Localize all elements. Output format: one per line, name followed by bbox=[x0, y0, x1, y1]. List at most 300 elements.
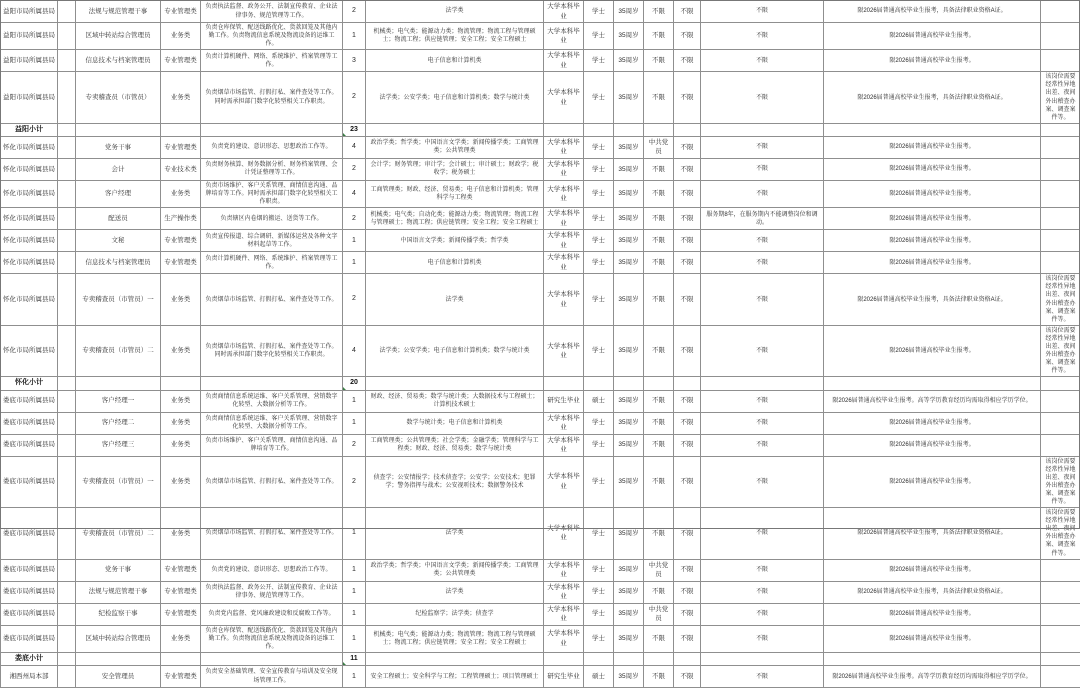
table-row bbox=[1, 180, 1080, 207]
table-cell: 专业管理类 bbox=[161, 50, 201, 72]
table-cell bbox=[1041, 603, 1080, 625]
table-cell: 限2026届普通高校毕业生报考，具备法律职业资格A证。 bbox=[824, 581, 1041, 603]
table-cell bbox=[824, 652, 1041, 665]
table-cell: 大学本科毕业 bbox=[544, 208, 584, 230]
table-cell: 学士 bbox=[584, 252, 614, 274]
table-cell: 35周岁 bbox=[614, 1, 644, 23]
table-cell: 服务期8年，在服务期内不能调整岗位和调动。 bbox=[701, 208, 824, 230]
table-cell: 负责烟草市场监管、打假打私、案件查处等工作。 bbox=[201, 274, 343, 326]
table-cell: 学士 bbox=[584, 434, 614, 456]
table-cell: 怀化小计 bbox=[1, 377, 58, 390]
table-cell: 大学本科毕业 bbox=[544, 1, 584, 23]
table-cell: 学士 bbox=[584, 625, 614, 652]
table-cell bbox=[1041, 581, 1080, 603]
table-cell: 客户经理 bbox=[76, 180, 161, 207]
table-cell bbox=[1041, 559, 1080, 581]
table-cell bbox=[76, 377, 161, 390]
table-cell: 业务类 bbox=[161, 274, 201, 326]
table-cell: 负责烟草市场监管、打假打私、案件查处等工作。 bbox=[201, 456, 343, 508]
table-cell: 工商管理类；公共管理类；社会学类；金融学类；管理科学与工程类；财政、经济、贸易类；数学与统计类 bbox=[366, 434, 544, 456]
table-cell: 限2026届普通高校毕业生报考。 bbox=[824, 230, 1041, 252]
table-cell: 娄底市局所属县局 bbox=[1, 603, 58, 625]
table-cell: 35周岁 bbox=[614, 252, 644, 274]
table-cell bbox=[58, 180, 76, 207]
table-cell: 娄底市局所属县局 bbox=[1, 559, 58, 581]
table-cell: 2 bbox=[343, 208, 366, 230]
table-cell: 学士 bbox=[584, 180, 614, 207]
table-cell: 娄底市局所属县局 bbox=[1, 508, 58, 560]
table-cell bbox=[366, 377, 544, 390]
table-cell: 不限 bbox=[674, 208, 701, 230]
table-cell: 11 bbox=[343, 652, 366, 665]
table-cell: 中国语言文学类；新闻传播学类；哲学类 bbox=[366, 230, 544, 252]
table-cell: 业务类 bbox=[161, 456, 201, 508]
table-row bbox=[1, 625, 1080, 652]
table-cell: 不限 bbox=[644, 252, 674, 274]
table-cell: 不限 bbox=[701, 434, 824, 456]
table-cell: 限2026届普通高校毕业生报考，具备法律职业资格A证。 bbox=[824, 72, 1041, 124]
table-cell: 35周岁 bbox=[614, 581, 644, 603]
table-cell bbox=[1041, 208, 1080, 230]
table-cell bbox=[1041, 1, 1080, 23]
table-cell: 财政、经济、贸易类；数学与统计类；大数据技术与工程硕士；计算机技术硕士 bbox=[366, 390, 544, 412]
table-cell: 学士 bbox=[584, 72, 614, 124]
table-cell: 大学本科毕业 bbox=[544, 50, 584, 72]
table-cell bbox=[58, 390, 76, 412]
table-cell: 负责安全基础管理、安全宣传教育与培训及安全现场管理工作。 bbox=[201, 666, 343, 688]
table-cell bbox=[1041, 252, 1080, 274]
table-cell: 文秘 bbox=[76, 230, 161, 252]
table-cell: 怀化市局所属县局 bbox=[1, 136, 58, 158]
table-cell bbox=[824, 123, 1041, 136]
table-cell: 1 bbox=[343, 23, 366, 50]
table-cell: 不限 bbox=[701, 603, 824, 625]
table-row bbox=[1, 208, 1080, 230]
table-cell bbox=[58, 581, 76, 603]
table-cell: 法学类 bbox=[366, 581, 544, 603]
table-cell: 业务类 bbox=[161, 180, 201, 207]
table-cell: 客户经理二 bbox=[76, 412, 161, 434]
table-cell: 35周岁 bbox=[614, 412, 644, 434]
table-cell: 学士 bbox=[584, 1, 614, 23]
table-cell: 1 bbox=[343, 230, 366, 252]
table-cell: 大学本科毕业 bbox=[544, 625, 584, 652]
table-cell: 法学类；公安学类；电子信息和计算机类；数学与统计类 bbox=[366, 72, 544, 124]
table-cell: 机械类；电气类；自动化类；能源动力类；物流管理；物流工程与管理硕士；物流工程；供应链管理；安全工程；安全工程硕士 bbox=[366, 208, 544, 230]
table-cell: 中共党员 bbox=[644, 559, 674, 581]
table-cell: 侦查学；公安情报学；技术侦查学；公安学；公安技术；犯罪学；警务指挥与战术；公安视听技术；数据警务技术 bbox=[366, 456, 544, 508]
table-cell: 专业管理类 bbox=[161, 1, 201, 23]
table-row bbox=[1, 456, 1080, 508]
table-cell: 不限 bbox=[674, 72, 701, 124]
table-cell bbox=[161, 377, 201, 390]
table-cell: 不限 bbox=[674, 559, 701, 581]
table-cell bbox=[1041, 625, 1080, 652]
table-cell bbox=[201, 652, 343, 665]
table-cell: 学士 bbox=[584, 158, 614, 180]
table-row bbox=[1, 603, 1080, 625]
table-cell: 限2026届普通高校毕业生报考。高等学历教育经历均需取得相应学历学位。 bbox=[824, 390, 1041, 412]
table-cell: 益阳市局所属县局 bbox=[1, 50, 58, 72]
table-cell: 不限 bbox=[701, 136, 824, 158]
table-cell: 专卖稽查员（市管员）二 bbox=[76, 508, 161, 560]
table-cell: 35周岁 bbox=[614, 136, 644, 158]
table-cell: 法学类 bbox=[366, 1, 544, 23]
table-cell: 娄底市局所属县局 bbox=[1, 390, 58, 412]
table-cell: 不限 bbox=[701, 23, 824, 50]
table-cell: 大学本科毕业 bbox=[544, 603, 584, 625]
table-cell: 负责烟草市场监管、打假打私、案件查处等工作。 bbox=[201, 508, 343, 560]
table-cell: 限2026届普通高校毕业生报考。 bbox=[824, 325, 1041, 377]
table-cell: 35周岁 bbox=[614, 50, 644, 72]
table-cell: 1 bbox=[343, 559, 366, 581]
table-cell bbox=[1041, 50, 1080, 72]
table-cell bbox=[58, 252, 76, 274]
table-cell: 专业管理类 bbox=[161, 136, 201, 158]
table-cell: 专卖稽查员（市管员）一 bbox=[76, 274, 161, 326]
table-cell bbox=[58, 456, 76, 508]
table-cell: 业务类 bbox=[161, 412, 201, 434]
table-cell: 学士 bbox=[584, 603, 614, 625]
table-cell: 不限 bbox=[644, 412, 674, 434]
table-cell: 大学本科毕业 bbox=[544, 412, 584, 434]
table-cell: 学士 bbox=[584, 274, 614, 326]
table-cell: 大学本科毕业 bbox=[544, 456, 584, 508]
table-cell bbox=[366, 652, 544, 665]
table-cell: 工商管理类；财政、经济、贸易类；电子信息和计算机类；管理科学与工程类 bbox=[366, 180, 544, 207]
table-cell: 业务类 bbox=[161, 625, 201, 652]
table-cell: 娄底市局所属县局 bbox=[1, 412, 58, 434]
table-cell bbox=[58, 412, 76, 434]
table-cell: 负责商情信息系统运维、客户关系管理、营销数字化转型、大数据分析等工作。 bbox=[201, 412, 343, 434]
table-cell: 4 bbox=[343, 136, 366, 158]
table-cell: 不限 bbox=[644, 625, 674, 652]
table-cell: 不限 bbox=[674, 603, 701, 625]
table-cell bbox=[58, 23, 76, 50]
table-cell: 负责党的建设、意识形态、思想政治工作等。 bbox=[201, 559, 343, 581]
table-cell bbox=[824, 377, 1041, 390]
table-cell bbox=[76, 123, 161, 136]
table-cell bbox=[1041, 23, 1080, 50]
table-cell bbox=[1041, 180, 1080, 207]
table-cell: 1 bbox=[343, 390, 366, 412]
table-cell: 限2026届普通高校毕业生报考，具备法律职业资格A证。 bbox=[824, 508, 1041, 560]
table-cell: 1 bbox=[343, 625, 366, 652]
table-cell: 业务类 bbox=[161, 508, 201, 560]
table-cell: 不限 bbox=[674, 252, 701, 274]
table-cell: 娄底市局所属县局 bbox=[1, 625, 58, 652]
table-cell: 负责仓库保管、配送线路优化、货款回笼及其他内勤工作。负责物流信息系统及物流设备的运维工作。 bbox=[201, 23, 343, 50]
table-cell: 业务类 bbox=[161, 23, 201, 50]
table-cell: 35周岁 bbox=[614, 559, 644, 581]
table-row bbox=[1, 72, 1080, 124]
table-cell bbox=[58, 603, 76, 625]
table-cell: 不限 bbox=[701, 72, 824, 124]
table-row bbox=[1, 559, 1080, 581]
table-cell: 大学本科毕业 bbox=[544, 274, 584, 326]
table-cell: 不限 bbox=[701, 252, 824, 274]
table-cell: 大学本科毕业 bbox=[544, 180, 584, 207]
table-cell: 研究生毕业 bbox=[544, 666, 584, 688]
table-cell: 限2026届普通高校毕业生报考。 bbox=[824, 625, 1041, 652]
table-cell: 不限 bbox=[674, 230, 701, 252]
table-cell: 大学本科毕业 bbox=[544, 23, 584, 50]
table-cell: 益阳小计 bbox=[1, 123, 58, 136]
table-cell: 安全管理员 bbox=[76, 666, 161, 688]
table-cell: 安全工程硕士；安全科学与工程；工程管理硕士；项目管理硕士 bbox=[366, 666, 544, 688]
table-cell: 该岗位需要经常性异地出差、夜间外出稽查办案、调查案件等。 bbox=[1041, 274, 1080, 326]
table-cell: 不限 bbox=[674, 390, 701, 412]
table-cell bbox=[58, 136, 76, 158]
table-cell: 不限 bbox=[701, 230, 824, 252]
table-cell: 不限 bbox=[701, 412, 824, 434]
table-cell: 专业管理类 bbox=[161, 603, 201, 625]
table-cell: 1 bbox=[343, 603, 366, 625]
table-cell bbox=[1041, 123, 1080, 136]
table-cell: 不限 bbox=[701, 50, 824, 72]
table-cell bbox=[1041, 158, 1080, 180]
table-cell: 不限 bbox=[644, 158, 674, 180]
table-cell bbox=[701, 123, 824, 136]
table-cell: 专卖稽查员（市管员） bbox=[76, 72, 161, 124]
table-row bbox=[1, 1, 1080, 23]
table-cell: 不限 bbox=[701, 456, 824, 508]
table-cell: 不限 bbox=[674, 434, 701, 456]
table-cell bbox=[58, 50, 76, 72]
table-row bbox=[1, 252, 1080, 274]
table-cell: 限2026届普通高校毕业生报考，具备法律职业资格A证。 bbox=[824, 1, 1041, 23]
table-cell bbox=[1041, 434, 1080, 456]
table-cell bbox=[58, 325, 76, 377]
table-cell: 不限 bbox=[674, 180, 701, 207]
table-cell: 不限 bbox=[701, 158, 824, 180]
table-cell: 信息技术与档案管理员 bbox=[76, 50, 161, 72]
table-cell: 专业管理类 bbox=[161, 230, 201, 252]
table-cell: 不限 bbox=[644, 456, 674, 508]
table-cell: 信息技术与档案管理员 bbox=[76, 252, 161, 274]
table-cell: 不限 bbox=[644, 581, 674, 603]
table-cell: 35周岁 bbox=[614, 508, 644, 560]
table-cell: 不限 bbox=[674, 23, 701, 50]
table-cell: 大学本科毕业 bbox=[544, 230, 584, 252]
table-cell bbox=[544, 652, 584, 665]
table-cell: 不限 bbox=[644, 274, 674, 326]
table-cell: 专卖稽查员（市管员）一 bbox=[76, 456, 161, 508]
table-cell: 法学类 bbox=[366, 274, 544, 326]
table-cell: 学士 bbox=[584, 50, 614, 72]
table-cell: 纪检监察学；法学类；侦查学 bbox=[366, 603, 544, 625]
table-body bbox=[1, 1, 1080, 688]
table-cell: 限2026届普通高校毕业生报考。 bbox=[824, 50, 1041, 72]
table-cell: 大学本科毕业 bbox=[544, 508, 584, 560]
table-cell: 配送员 bbox=[76, 208, 161, 230]
table-cell: 区域中转站综合管理员 bbox=[76, 23, 161, 50]
table-cell bbox=[58, 652, 76, 665]
table-cell: 不限 bbox=[674, 625, 701, 652]
table-cell: 大学本科毕业 bbox=[544, 581, 584, 603]
table-cell: 该岗位需要经常性异地出差、夜间外出稽查办案、调查案件等。 bbox=[1041, 456, 1080, 508]
table-cell bbox=[58, 158, 76, 180]
table-cell: 数学与统计类；电子信息和计算机类 bbox=[366, 412, 544, 434]
table-cell: 23 bbox=[343, 123, 366, 136]
table-cell bbox=[58, 434, 76, 456]
table-cell: 大学本科毕业 bbox=[544, 434, 584, 456]
table-cell: 35周岁 bbox=[614, 230, 644, 252]
table-row bbox=[1, 23, 1080, 50]
table-cell: 不限 bbox=[701, 274, 824, 326]
table-cell: 怀化市局所属县局 bbox=[1, 208, 58, 230]
table-cell bbox=[1041, 377, 1080, 390]
table-row bbox=[1, 434, 1080, 456]
table-cell bbox=[1041, 390, 1080, 412]
table-cell: 限2026届普通高校毕业生报考。 bbox=[824, 252, 1041, 274]
table-cell: 电子信息和计算机类 bbox=[366, 50, 544, 72]
table-cell: 不限 bbox=[674, 412, 701, 434]
table-cell bbox=[1041, 652, 1080, 665]
table-cell bbox=[58, 1, 76, 23]
table-cell bbox=[366, 123, 544, 136]
table-cell: 学士 bbox=[584, 23, 614, 50]
table-cell bbox=[58, 377, 76, 390]
table-cell: 20 bbox=[343, 377, 366, 390]
table-cell: 政治学类；哲学类；中国语言文学类；新闻传播学类；工商管理类；公共管理类 bbox=[366, 559, 544, 581]
table-cell: 硕士 bbox=[584, 390, 614, 412]
table-cell: 35周岁 bbox=[614, 390, 644, 412]
table-cell bbox=[614, 652, 644, 665]
table-cell: 35周岁 bbox=[614, 180, 644, 207]
table-cell: 不限 bbox=[644, 208, 674, 230]
table-row bbox=[1, 581, 1080, 603]
table-cell: 怀化市局所属县局 bbox=[1, 158, 58, 180]
table-cell: 怀化市局所属县局 bbox=[1, 230, 58, 252]
table-cell: 娄底市局所属县局 bbox=[1, 456, 58, 508]
table-cell: 党务干事 bbox=[76, 136, 161, 158]
table-cell: 1 bbox=[343, 252, 366, 274]
table-cell: 35周岁 bbox=[614, 625, 644, 652]
table-cell bbox=[1041, 666, 1080, 688]
table-row bbox=[1, 508, 1080, 560]
table-cell: 35周岁 bbox=[614, 208, 644, 230]
table-cell: 业务类 bbox=[161, 434, 201, 456]
table-cell: 3 bbox=[343, 50, 366, 72]
table-cell: 益阳市局所属县局 bbox=[1, 72, 58, 124]
table-cell: 专业管理类 bbox=[161, 559, 201, 581]
table-cell: 客户经理三 bbox=[76, 434, 161, 456]
table-cell: 2 bbox=[343, 1, 366, 23]
table-cell: 不限 bbox=[644, 390, 674, 412]
table-cell: 负责烟草市场监管、打假打私、案件查处等工作。同时需承担部门数字化转型相关工作职责。 bbox=[201, 325, 343, 377]
table-cell: 不限 bbox=[644, 325, 674, 377]
table-cell bbox=[1041, 136, 1080, 158]
table-cell: 负责辖区内卷烟的搬运、送货等工作。 bbox=[201, 208, 343, 230]
table-cell: 中共党员 bbox=[644, 136, 674, 158]
table-cell: 专业技术类 bbox=[161, 158, 201, 180]
table-cell: 负责市场维护、客户关系管理、商情信息沟通、品牌培育等工作。 bbox=[201, 434, 343, 456]
table-cell: 不限 bbox=[701, 325, 824, 377]
table-cell bbox=[674, 123, 701, 136]
table-row bbox=[1, 666, 1080, 688]
table-cell: 2 bbox=[343, 158, 366, 180]
table-cell: 大学本科毕业 bbox=[544, 252, 584, 274]
table-cell bbox=[58, 208, 76, 230]
table-cell: 35周岁 bbox=[614, 666, 644, 688]
table-cell: 怀化市局所属县局 bbox=[1, 274, 58, 326]
table-cell: 负责执法监督、政务公开、法制宣传教育、企业法律事务、规范管理等工作。 bbox=[201, 1, 343, 23]
table-cell bbox=[644, 377, 674, 390]
table-cell: 不限 bbox=[644, 72, 674, 124]
table-cell: 中共党员 bbox=[644, 603, 674, 625]
table-cell: 不限 bbox=[701, 508, 824, 560]
subtotal-row bbox=[1, 123, 1080, 136]
table-cell: 35周岁 bbox=[614, 274, 644, 326]
table-cell: 不限 bbox=[644, 50, 674, 72]
table-cell: 专业管理类 bbox=[161, 252, 201, 274]
table-cell: 35周岁 bbox=[614, 603, 644, 625]
table-cell: 限2026届普通高校毕业生报考。 bbox=[824, 23, 1041, 50]
table-cell: 大学本科毕业 bbox=[544, 136, 584, 158]
table-cell: 法规与规范管理干事 bbox=[76, 581, 161, 603]
table-cell: 学士 bbox=[584, 412, 614, 434]
table-cell: 政治学类；哲学类；中国语言文学类；新闻传播学类；工商管理类；公共管理类 bbox=[366, 136, 544, 158]
table-cell: 学士 bbox=[584, 559, 614, 581]
table-row bbox=[1, 230, 1080, 252]
table-cell: 4 bbox=[343, 180, 366, 207]
table-cell: 限2026届普通高校毕业生报考。 bbox=[824, 434, 1041, 456]
table-cell: 区域中转站综合管理员 bbox=[76, 625, 161, 652]
table-cell: 不限 bbox=[644, 180, 674, 207]
table-cell bbox=[584, 123, 614, 136]
table-cell: 怀化市局所属县局 bbox=[1, 180, 58, 207]
table-cell bbox=[58, 666, 76, 688]
table-cell bbox=[201, 377, 343, 390]
table-cell: 不限 bbox=[644, 230, 674, 252]
table-cell: 益阳市局所属县局 bbox=[1, 23, 58, 50]
table-cell bbox=[161, 652, 201, 665]
table-cell: 娄底市局所属县局 bbox=[1, 434, 58, 456]
table-cell bbox=[614, 377, 644, 390]
table-cell: 负责市场维护、客户关系管理、商情信息沟通、品牌培育等工作。同时需承担部门数字化转型相关工作职责。 bbox=[201, 180, 343, 207]
table-cell: 2 bbox=[343, 456, 366, 508]
table-cell: 负责计算机硬件、网络、系统维护、档案管理等工作。 bbox=[201, 252, 343, 274]
table-cell: 不限 bbox=[644, 434, 674, 456]
table-cell: 负责执法监督、政务公开、法制宣传教育、企业法律事务、规范管理等工作。 bbox=[201, 581, 343, 603]
table-cell: 不限 bbox=[674, 666, 701, 688]
table-cell: 负责仓库保管、配送线路优化、货款回笼及其他内勤工作。负责物流信息系统及物流设备的运维工作。 bbox=[201, 625, 343, 652]
table-cell: 该岗位需要经常性异地出差、夜间外出稽查办案、调查案件等。 bbox=[1041, 325, 1080, 377]
table-cell: 学士 bbox=[584, 508, 614, 560]
table-row bbox=[1, 412, 1080, 434]
table-cell: 业务类 bbox=[161, 390, 201, 412]
table-cell: 不限 bbox=[701, 1, 824, 23]
table-cell: 35周岁 bbox=[614, 72, 644, 124]
table-cell: 35周岁 bbox=[614, 434, 644, 456]
table-cell: 1 bbox=[343, 508, 366, 560]
table-cell: 1 bbox=[343, 412, 366, 434]
table-cell: 不限 bbox=[674, 456, 701, 508]
table-cell: 湘西州局本部 bbox=[1, 666, 58, 688]
table-cell bbox=[544, 377, 584, 390]
table-cell: 限2026届普通高校毕业生报考。 bbox=[824, 158, 1041, 180]
table-cell: 1 bbox=[343, 581, 366, 603]
table-cell: 不限 bbox=[701, 581, 824, 603]
table-cell: 限2026届普通高校毕业生报考。 bbox=[824, 559, 1041, 581]
table-cell: 负责党的建设、意识形态、思想政治工作等。 bbox=[201, 136, 343, 158]
table-cell: 不限 bbox=[701, 625, 824, 652]
table-cell bbox=[1041, 412, 1080, 434]
table-cell bbox=[58, 274, 76, 326]
subtotal-row bbox=[1, 652, 1080, 665]
table-cell: 研究生毕业 bbox=[544, 390, 584, 412]
